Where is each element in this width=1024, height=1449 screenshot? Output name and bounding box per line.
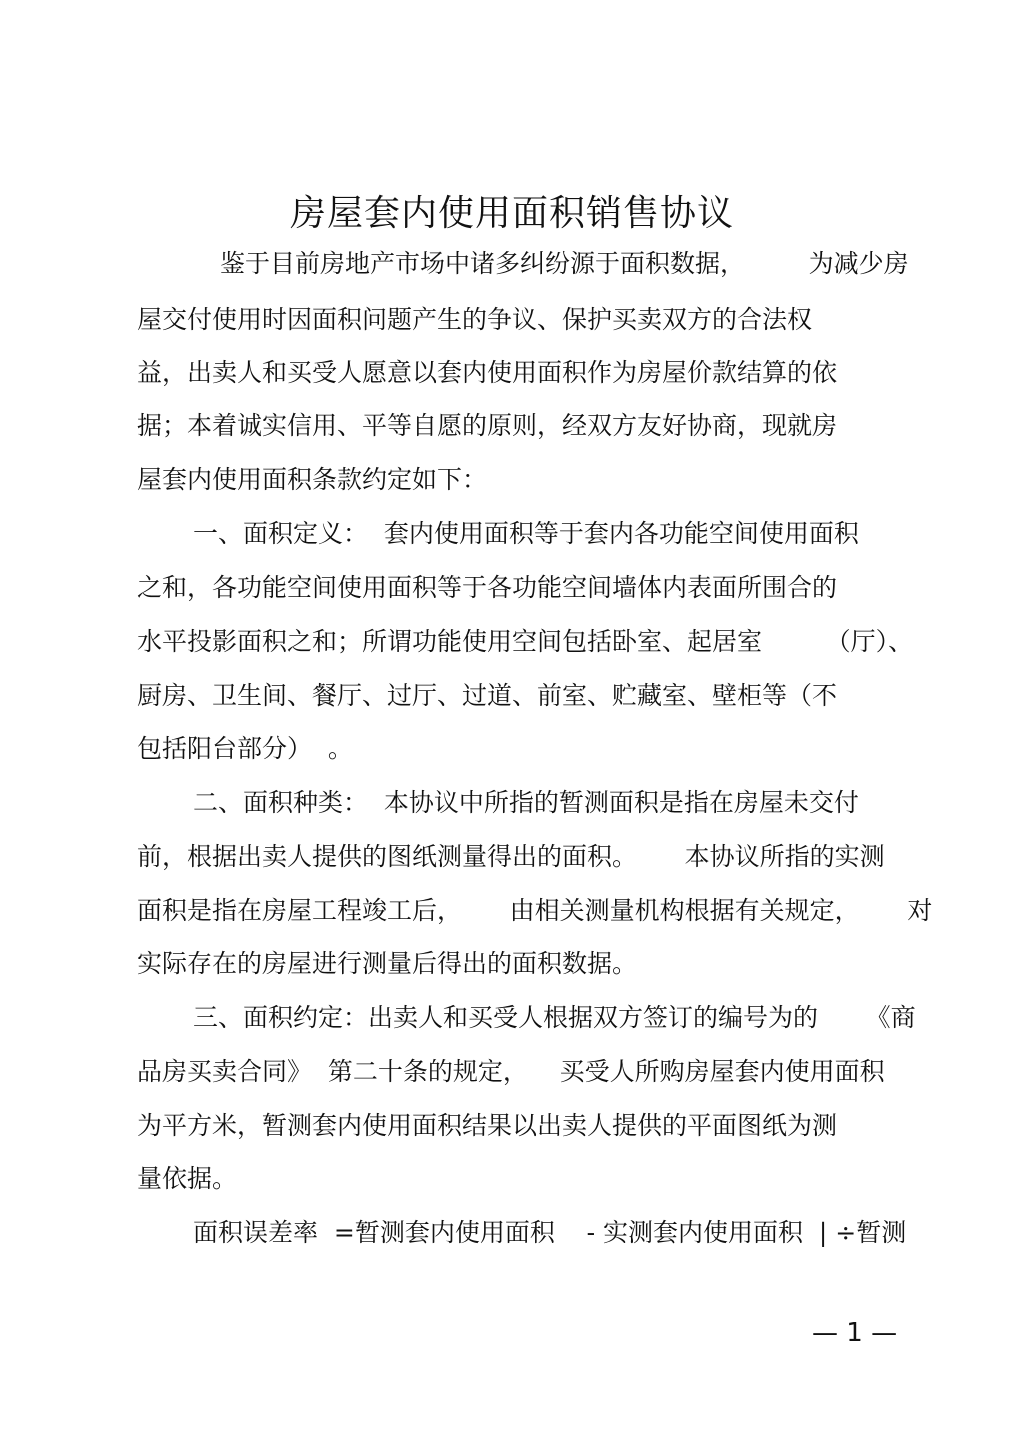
paragraph-line: 包括阳台部分） 。 (137, 734, 353, 763)
paragraph-line: 量依据。 (137, 1164, 238, 1193)
paragraph-line: 品房买卖合同》 第二十条的规定， 买受人所购房屋套内使用面积 (137, 1057, 885, 1086)
paragraph-line: 屋套内使用面积条款约定如下： (137, 465, 488, 494)
paragraph-line: 据；本着诚实信用、平等自愿的原则，经双方友好协商，现就房 (137, 411, 838, 440)
document-title: 房屋套内使用面积销售协议 (289, 193, 734, 234)
paragraph-line: 益，出卖人和买受人愿意以套内使用面积作为房屋价款结算的依 (137, 358, 838, 387)
paragraph-line: 屋交付使用时因面积问题产生的争议、保护买卖双方的合法权 (137, 305, 813, 334)
paragraph-line: 鉴于目前房地产市场中诸多纠纷源于面积数据， 为减少房 (220, 249, 909, 278)
formula-line: 面积误差率 =暂测套内使用面积 - 实测套内使用面积 | ÷暂测 (193, 1218, 907, 1247)
paragraph-line: 水平投影面积之和；所谓功能使用空间包括卧室、起居室 （厅）、 (137, 627, 914, 656)
paragraph-line: 二、面积种类： 本协议中所指的暂测面积是指在房屋未交付 (193, 788, 859, 817)
paragraph-line: 之和，各功能空间使用面积等于各功能空间墙体内表面所围合的 (137, 573, 838, 602)
paragraph-line: 厨房、卫生间、餐厅、过厅、过道、前室、贮藏室、壁柜等（不 (137, 681, 838, 710)
paragraph-line: 实际存在的房屋进行测量后得出的面积数据。 (137, 949, 638, 978)
paragraph-line: 一、面积定义： 套内使用面积等于套内各功能空间使用面积 (193, 519, 859, 548)
page-number: — 1 — (812, 1318, 898, 1348)
paragraph-line: 为平方米，暂测套内使用面积结果以出卖人提供的平面图纸为测 (137, 1111, 838, 1140)
paragraph-line: 三、面积约定：出卖人和买受人根据双方签订的编号为的 《商 (193, 1003, 916, 1032)
paragraph-line: 面积是指在房屋工程竣工后， 由相关测量机构根据有关规定， 对 (137, 896, 933, 925)
paragraph-line: 前，根据出卖人提供的图纸测量得出的面积。 本协议所指的实测 (137, 842, 885, 871)
